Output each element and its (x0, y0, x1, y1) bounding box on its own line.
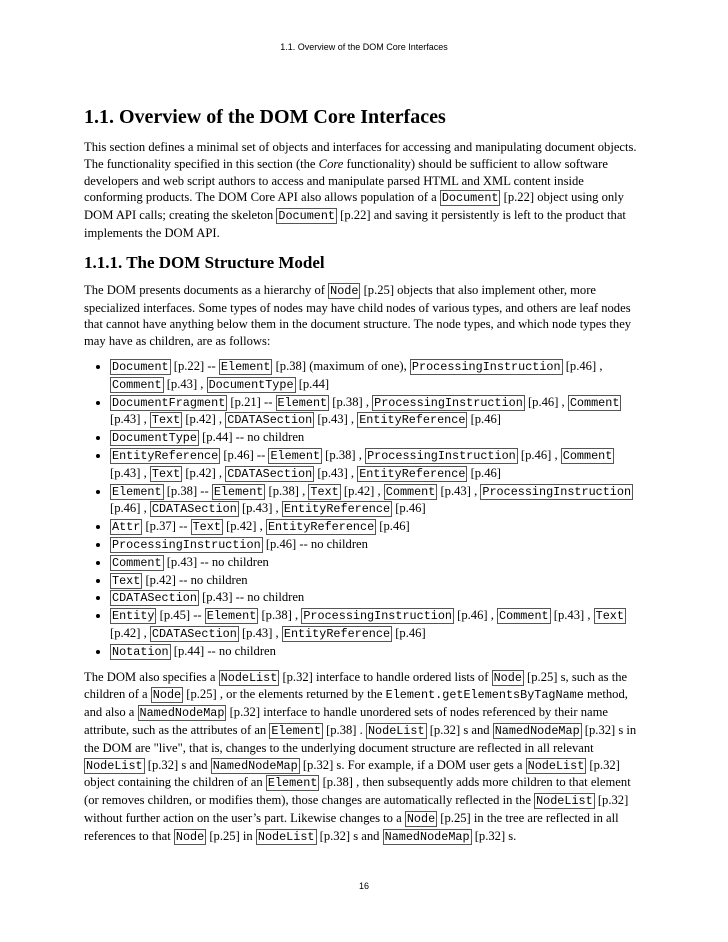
text-run: [p.43] -- no children (163, 554, 269, 569)
text-run: [p.38] . (322, 722, 366, 737)
interface-link[interactable]: CDATASection (151, 626, 237, 641)
text-run: [p.46] -- (220, 447, 269, 462)
list-item (110, 447, 644, 483)
text-run: [p.38] , (265, 483, 309, 498)
interface-link[interactable]: ProcessingInstruction (374, 395, 523, 410)
subsection-title: 1.1.1. The DOM Structure Model (84, 252, 325, 272)
text-run: [p.46] , (517, 447, 561, 462)
text-run: [p.22] and saving it persistently is left to the product that implements the DOM API. (84, 208, 626, 240)
nodelist-paragraph (84, 669, 644, 846)
text-run: [p.43] , (110, 412, 150, 427)
text-run: [p.43] , (314, 412, 358, 427)
text-run: [p.32] object containing the children of an (84, 757, 620, 790)
interface-link[interactable]: DocumentFragment (112, 395, 226, 410)
interface-link[interactable]: Comment (385, 484, 436, 499)
interface-link[interactable]: Text (192, 520, 221, 535)
text-run: [p.45] -- (156, 608, 205, 623)
interface-link[interactable]: Element (270, 448, 321, 463)
text-run: [p.25] in the tree are reflected in all references to that (84, 810, 619, 843)
interface-link[interactable]: Comment (499, 609, 549, 624)
interface-link[interactable]: Text (151, 466, 181, 481)
interface-link[interactable]: Text (151, 413, 181, 428)
interface-link[interactable]: Node (330, 283, 359, 298)
interface-link[interactable]: NodeList (86, 758, 143, 773)
interface-link[interactable]: NodeList (367, 723, 425, 738)
text-run: [p.42] -- no children (142, 572, 248, 587)
interface-link[interactable]: ProcessingInstruction (482, 484, 632, 499)
interface-link[interactable]: Document (441, 191, 499, 206)
text-run: [p.32] s. (471, 828, 517, 843)
interface-link[interactable]: DocumentType (112, 431, 197, 446)
interface-link[interactable]: Entity (112, 609, 155, 624)
interface-link[interactable]: Notation (112, 644, 169, 659)
interface-link[interactable]: DocumentType (208, 377, 294, 392)
interface-link[interactable]: Node (152, 688, 182, 703)
text-run: [p.46] , (110, 501, 150, 516)
interface-link[interactable]: EntityReference (359, 466, 466, 481)
text-run: [p.25] , or the elements returned by the (183, 687, 386, 702)
node-type-list (84, 358, 644, 661)
text-run: [p.44] -- no children (198, 430, 305, 445)
text-run: [p.32] s and (426, 722, 493, 737)
interface-link[interactable]: Text (595, 609, 624, 624)
text-run: [p.22] -- (170, 358, 219, 373)
interface-link[interactable]: ProcessingInstruction (411, 359, 561, 374)
text-run: [p.42] , (182, 465, 226, 480)
text-run: [p.43] , (163, 376, 207, 391)
text-run: [p.32] interface to handle ordered lists of (279, 669, 492, 684)
list-item (110, 607, 644, 643)
text-run: [p.46] (376, 519, 410, 534)
interface-link[interactable]: NamedNodeMap (494, 723, 580, 738)
text-run: [p.42] , (182, 412, 226, 427)
text-run: [p.25] s, such as the children of a (84, 669, 628, 702)
interface-link[interactable]: Text (112, 573, 141, 588)
text-run: [p.46] -- no children (262, 536, 368, 551)
text-run: [p.43] , (238, 501, 282, 516)
interface-link[interactable]: Node (175, 829, 205, 844)
interface-link[interactable]: CDATASection (227, 466, 313, 481)
interface-link[interactable]: NodeList (536, 794, 593, 809)
text-run: [p.32] without further action on the user’s part. Likewise changes to a (84, 793, 629, 825)
text-run: [p.46] (392, 501, 426, 516)
text-run: [p.43] , (314, 465, 358, 480)
interface-link[interactable]: NamedNodeMap (212, 758, 298, 773)
list-item (110, 643, 644, 661)
text-run: [p.46] , (562, 358, 603, 373)
text-run: functionality) should be sufficient to allow software developers and web script authors to access and manipulate parsed HTML and XML content inside conforming products. The DOM Core API also allows population of a (84, 156, 608, 205)
interface-link[interactable]: Comment (569, 395, 620, 410)
text-run: [p.43] -- no children (198, 590, 305, 605)
interface-link[interactable]: Comment (112, 377, 162, 392)
text-run: [p.38] , (329, 394, 373, 409)
interface-link[interactable]: EntityReference (267, 520, 375, 535)
text-run: [p.44] (295, 376, 330, 391)
text-run: The DOM also specifies a (84, 669, 219, 684)
interface-link[interactable]: EntityReference (112, 448, 219, 463)
interface-link[interactable]: NodeList (220, 670, 278, 685)
list-item (110, 572, 644, 590)
text-run: [p.38] , then subsequently adds more children to that element (or removes children, or modifies them), those changes are automatically reflected in the (84, 775, 631, 808)
text-run: [p.37] -- (142, 519, 191, 534)
text-run: [p.32] s. For example, if a DOM user gets a (299, 757, 526, 772)
list-item (110, 394, 644, 430)
interface-link[interactable]: Element (220, 359, 271, 374)
text-run: [p.38] , (322, 447, 366, 462)
page-content (84, 105, 644, 853)
list-item (110, 518, 644, 536)
interface-link[interactable]: Element (271, 723, 321, 738)
text-run: [p.32] interface to handle unordered sets of nodes referenced by their name attribute, such as the attributes of an (84, 705, 608, 737)
list-item (110, 483, 644, 519)
text-run: [p.42] , (110, 625, 150, 640)
text-run: [p.46] , (454, 608, 498, 623)
method-name: Element.getElementsByTagName (385, 688, 584, 703)
interface-link[interactable]: NodeList (527, 758, 585, 773)
text-run: [p.43] , (437, 483, 481, 498)
interface-link[interactable]: NamedNodeMap (384, 829, 470, 844)
list-item (110, 429, 644, 447)
interface-link[interactable]: Comment (562, 448, 613, 463)
text-run: [p.44] -- no children (170, 643, 276, 658)
list-item (110, 536, 644, 554)
structure-paragraph (84, 282, 644, 350)
text-run: [p.42] , (222, 519, 266, 534)
interface-link[interactable]: Node (406, 811, 436, 826)
interface-link[interactable]: ProcessingInstruction (367, 448, 516, 463)
text-run: [p.43] , (238, 625, 282, 640)
interface-link[interactable]: Element (277, 395, 328, 410)
running-header: 1.1. Overview of the DOM Core Interfaces (280, 42, 448, 52)
interface-link[interactable]: Node (493, 670, 522, 685)
interface-link[interactable]: NamedNodeMap (139, 706, 225, 721)
intro-paragraph (84, 139, 644, 242)
interface-link[interactable]: CDATASection (227, 413, 313, 428)
text-run: The DOM presents documents as a hierarchy of (84, 282, 329, 297)
page-number: 16 (358, 881, 369, 891)
text-run: [p.43] , (550, 608, 594, 623)
text-run: [p.38] (maximum of one), (272, 358, 410, 373)
text-run: [p.46] (392, 625, 426, 640)
text-run: [p.32] s and (144, 757, 211, 772)
interface-link[interactable]: Element (112, 484, 162, 499)
interface-link[interactable]: Element (213, 484, 264, 499)
interface-link[interactable]: Text (310, 484, 339, 499)
text-run: [p.32] s and (316, 828, 383, 843)
text-run: [p.25] objects that also implement other, more specialized interfaces. Some types of nodes may have child nodes of various types, and others are leaf nodes that cannot have anything below them in the document structure. The node types, and which node types they may have as children, are as follows: (84, 282, 632, 349)
text-run: [p.46] (467, 412, 501, 427)
interface-link[interactable]: Element (206, 609, 257, 624)
interface-link[interactable]: Document (112, 359, 169, 374)
interface-link[interactable]: ProcessingInstruction (303, 609, 453, 624)
text-run: [p.38] -- (163, 483, 212, 498)
text-run: This section defines a minimal set of objects and interfaces for accessing and manipulating document objects. The functionality specified in this section (the (84, 140, 637, 171)
text-run: [p.21] -- (227, 394, 276, 409)
interface-link[interactable]: CDATASection (151, 502, 237, 517)
text-run: method, and also a (84, 687, 628, 720)
text-run: [p.43] , (110, 465, 150, 480)
text-run: [p.46] (467, 465, 501, 480)
interface-link[interactable]: EntityReference (359, 413, 466, 428)
interface-link[interactable]: EntityReference (283, 626, 391, 641)
interface-link[interactable]: Element (267, 776, 318, 791)
list-item (110, 358, 644, 394)
text-run: [p.25] in (206, 828, 256, 843)
text-run: [p.22] object using only DOM API calls; creating the skeleton (84, 190, 624, 223)
text-run: [p.42] , (340, 483, 384, 498)
text-run: [p.32] s in the DOM are "live", that is, changes to the underlying document structure are reflected in all relevant (84, 722, 637, 755)
list-item (110, 589, 644, 607)
interface-link[interactable]: Attr (112, 520, 141, 535)
interface-link[interactable]: EntityReference (283, 502, 391, 517)
section-title: 1.1. Overview of the DOM Core Interfaces (84, 106, 446, 128)
interface-link[interactable]: Comment (112, 555, 162, 570)
interface-link[interactable]: Document (278, 209, 336, 224)
list-item (110, 554, 644, 572)
text-run: [p.46] , (524, 394, 568, 409)
interface-link[interactable]: ProcessingInstruction (112, 537, 261, 552)
emphasis-text: Core (318, 156, 344, 171)
interface-link[interactable]: CDATASection (112, 591, 197, 606)
interface-link[interactable]: NodeList (257, 829, 315, 844)
text-run: [p.38] , (258, 608, 302, 623)
